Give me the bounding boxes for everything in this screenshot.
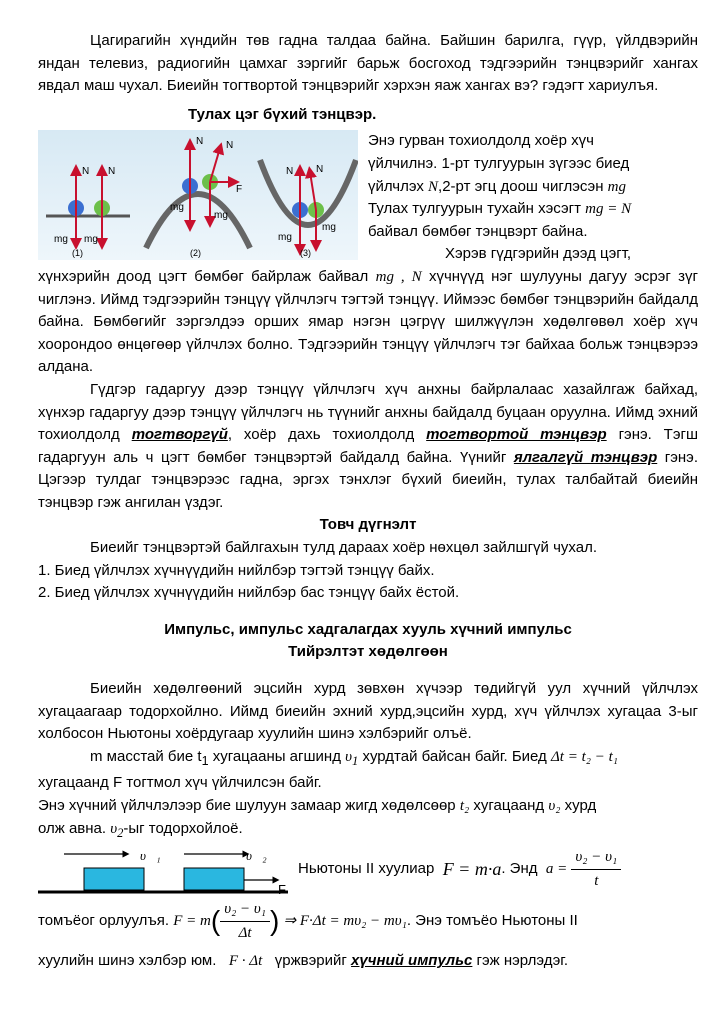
side-line: үйлчлэх N,2-рт эгц доош чиглэсэн mg bbox=[368, 177, 626, 195]
cart-1 bbox=[84, 868, 144, 890]
label-N: N bbox=[226, 140, 234, 152]
figure-row bbox=[38, 130, 698, 266]
paragraph-forces: хүнхэрийн доод цэгт бөмбөг байрлаж байвал mg , N хүчнүүд нэг шулууны дагуу эсрэг зүг чиглэнэ. Иймд тэдгээрийн тэнцүү үйлчлэгч тэгтэй тэнцүү. Иймээс бөмбөг тэнцвэрийн байдалд байна. Бөмбөгийг зэргэлдээ орших ямар нэгэн цэгрүү шилжүүлэн хөдөлгөвөл хоёр хүч хоорондоо өнцөгөөр үйлчлэх болно. Тэдгээрийн тэнцүү үйлчлэгч тэг байхаа больж тэнцвэрээ алдана. bbox=[38, 267, 699, 376]
substitution-line: томъёог орлуулъя. F = m ( $\frac{\text{υ₂ − υ₁}}{\Delta t}$ ) ⇒ F·Δt = mυ₂ − mυ₁ . Энэ томъёо Ньютоны II bbox=[38, 898, 698, 944]
label-N: N bbox=[286, 166, 294, 178]
side-line: үйлчилнэ. 1-рт тулгуурын зүгээс биед bbox=[368, 154, 630, 172]
cars-diagram bbox=[38, 844, 288, 898]
label-N: N bbox=[108, 166, 116, 178]
paragraph-mass: m масстай бие $t_1$ хугацааны агшинд $\upsilon_1$ хурдтай байсан байг. Биед Δt = t₂ − t₁ bbox=[90, 747, 618, 768]
document-page bbox=[38, 30, 698, 973]
label-mg: mg bbox=[278, 232, 292, 244]
figure-side-text bbox=[368, 130, 631, 266]
heading-support-equilibrium: Тулах цэг бүхий тэнцвэр. bbox=[188, 105, 377, 123]
label-mg: mg bbox=[170, 202, 184, 214]
case-2-label: (2) bbox=[190, 248, 201, 259]
side-line: Тулах тулгуурын тухайн хэсэгт mg = N bbox=[368, 200, 632, 218]
paragraph-force: хугацаанд F тогтмол хүч үйлчилсэн байг. bbox=[38, 774, 322, 792]
section-subtitle: Тийрэлтэт хөдөлгөөн bbox=[288, 643, 448, 661]
cars-diagram-row bbox=[38, 844, 698, 898]
paragraph-determine: олж авна. $\upsilon_2-ыг$ тодорхойлоё. bbox=[38, 819, 243, 840]
intro-paragraph: Цагирагийн хүндийн төв гадна талдаа байна. Байшин барилга, гүүр, үйлдвэрийн яндан телевиз, радиогийн цамхаг зэргийг барьж босгоход тэдгээрийн тэнцвэрийг хангах явдал маш чухал. Биеийн тогтвортой тэнцвэрийг хэрхэн яаж хангах вэ? гэдэгт хариулъя. bbox=[38, 32, 698, 95]
label-N: N bbox=[316, 164, 324, 176]
final-line: хуулийн шинэ хэлбэр юм. F · Δt үржвэрийг хүчний импульс гэж нэрлэдэг. bbox=[38, 952, 569, 970]
label-v2: υ⃗₂ bbox=[246, 848, 267, 864]
label-N: N bbox=[82, 166, 90, 178]
label-mg: mg bbox=[322, 222, 336, 234]
condition-2: 2. Биед үйлчлэх хүчнүүдийн нийлбэр бас тэнцүү байх ёстой. bbox=[38, 584, 460, 602]
paragraph-motion: Энэ хүчний үйлчлэлээр бие шулуун замаар жигд хөдөлсөөр t₂ хугацаанд υ₂ хурд bbox=[38, 797, 597, 814]
case-1-label: (1) bbox=[72, 248, 83, 259]
side-line: Энэ гурван тохиолдолд хоёр хүч bbox=[368, 132, 594, 150]
summary-title: Товч дүгнэлт bbox=[319, 516, 417, 534]
section-title: Импульс, импульс хадгалагдах хууль хүчний импульс bbox=[164, 620, 572, 638]
side-line: байвал бөмбөг тэнцвэрт байна. bbox=[368, 222, 588, 240]
condition-1: 1. Биед үйлчлэх хүчнүүдийн нийлбэр тэгтэй тэнцүү байх. bbox=[38, 561, 435, 579]
case-3-label: (3) bbox=[300, 248, 311, 259]
paragraph-impulse-intro: Биеийн хөдөлгөөний эцсийн хурд зөвхөн хүчээр төдийгүй уул хүчний үйлчлэх хугацаагаар тодорхойлно. Иймд биеийн эхний хурд,эцсийн хурд, хүч үйлчлэх хугацаа 3-ыг холбосон Ньютоны хоёрдугаар хуулийн шинэ хэлбэрийг олъё. bbox=[38, 680, 698, 743]
newton-law-line: Ньютоны II хуулиар F = m·a . Энд a = $\frac{\text{υ₂ − υ₁}}{t}$ bbox=[298, 846, 621, 892]
label-mg: mg bbox=[214, 210, 228, 222]
summary-intro: Биеийг тэнцвэртэй байлгахын тулд дараах хоёр нөхцөл зайлшгүй чухал. bbox=[90, 539, 597, 557]
cart-2 bbox=[184, 868, 244, 890]
label-N: N bbox=[196, 136, 204, 148]
equilibrium-figure bbox=[38, 130, 358, 260]
label-F: F bbox=[236, 184, 243, 196]
side-line: Хэрэв гүдгэрийн дээд цэгт, bbox=[444, 245, 632, 263]
label-mg: mg bbox=[54, 234, 68, 246]
label-v1: υ⃗₁ bbox=[140, 848, 161, 864]
label-mg: mg bbox=[84, 234, 98, 246]
paragraph-stability: Гүдгэр гадаргуу дээр тэнцүү үйлчлэгч хүч анхны байрлалаас хазайлгаж байхад, хүнхэр гадаргуу дээр тэнцүү үйлчлэгч нь түүнийг анхны байдалд буцаан оруулна. Иймд эхний тохиолдолд тогтворгүй, хоёр дахь тохиолдолд тогтвортой тэнцвэр гэнэ. Тэгш гадаргуун аль ч цэгт бөмбөг тэнцвэртэй байдалд байна. Үүнийг ялгалгүй тэнцвэр гэнэ. Цэгээр тулдаг тэнцвэрээс гадна, эргэх тэнхлэг бүхий биеийн, тулах талбайтай биеийн тэнцвэр гэж ангилан үздэг. bbox=[38, 380, 699, 511]
label-F: F bbox=[278, 882, 286, 898]
